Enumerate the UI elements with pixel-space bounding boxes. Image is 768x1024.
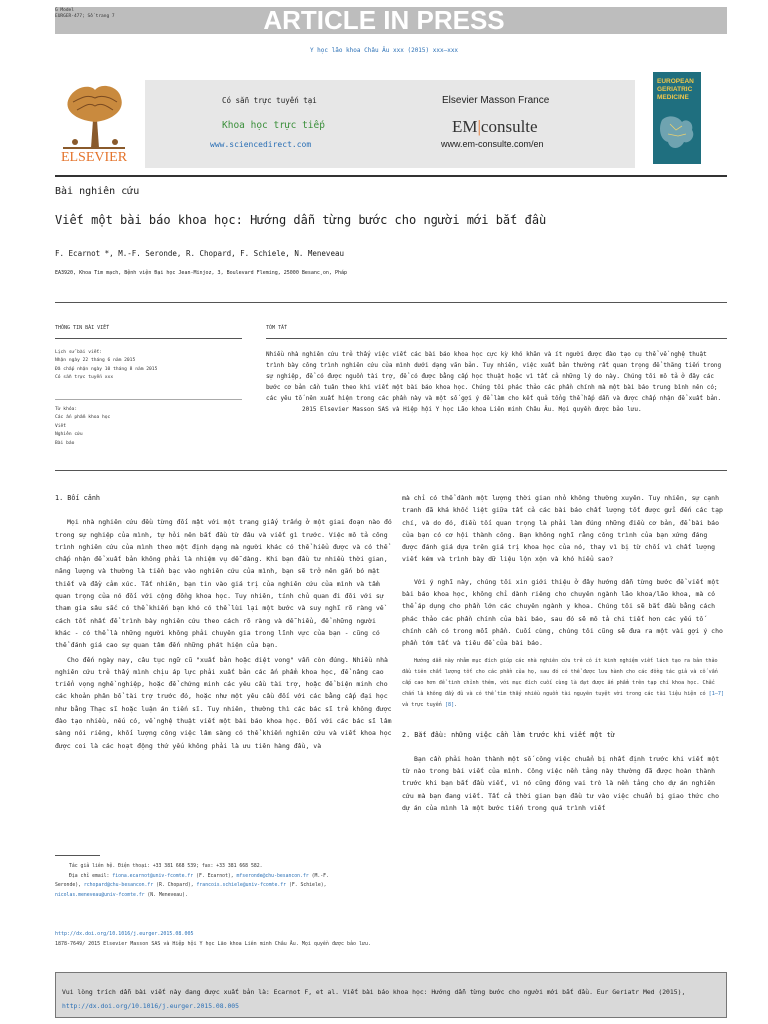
email-label: Địa chỉ email:: [69, 873, 113, 879]
spacer: [55, 504, 395, 516]
history-received: Nhận ngày 22 tháng 6 năm 2015: [55, 358, 136, 364]
paragraph: Mọi nhà nghiên cứu đều từng đối mặt với một trang giấy trắng ở một giai đoạn nào đó trong sự nghiệp của mình, tự hỏi nên bắt đầu từ đâu và viết gì trước. Việc mô tả công trình nghiên cứu của mình theo một định dạng mà người khác có thể hiểu được và có thể chấp nhận để xuất bản không phải là nhiệm vụ dễ dàng. Khi bạn đầu tư nhiều thời gian, năng lượng và thường là tiền bạc vào nghiên cứu của mình, bạn sẽ trở nên gắn bó mật thiết và đầy cảm xúc. Tất nhiên, bạn tin vào giá trị của nghiên cứu của mình và tầm quan trọng của nó đối với cộng đồng khoa học. Tuy nhiên, tính chủ quan đi đôi với sự tham gia sâu sắc có thể khiến bạn khó có thể lùi lại một bước và suy nghĩ rõ ràng về cách tốt nhất để trình bày nghiên cứu theo cách rõ ràng và dễ hiểu, để những người khác - có thể là những người không phải chuyên gia trong lĩnh vực của bạn - cũng có thể đánh giá cao sự quan tâm đến những phát hiện của bạn.: [55, 518, 392, 650]
europe-map-icon: [656, 110, 698, 156]
abstract-body: [266, 349, 722, 415]
article-info-divider: [55, 338, 242, 339]
email-owner: (M.-F. Seronde),: [55, 873, 329, 889]
email-link[interactable]: rchopard@chu-besancon.fr: [83, 883, 154, 889]
email-owner: (F. Schiele),: [286, 883, 327, 889]
keywords-label: Từ khóa:: [55, 407, 78, 412]
note-text: và trực tuyến: [402, 701, 445, 708]
em-logo-left: EM: [452, 117, 478, 136]
affiliation: EA3920, Khoa Tim mạch, Bệnh viện Đại học Jean-Minjoz, 3, Boulevard Fleming, 25000 Besanc¸on, Pháp: [55, 270, 347, 276]
email-link[interactable]: mfseronde@chu-besancon.fr: [236, 873, 309, 879]
sciencedirect-link[interactable]: www.sciencedirect.com: [210, 140, 312, 149]
author-list: F. Ecarnot *, M.-F. Seronde, R. Chopard, F. Schiele, N. Meneveau: [55, 249, 344, 258]
article-history: [55, 349, 245, 383]
history-online: Có sẵn trực tuyến xxx: [55, 375, 114, 381]
title-divider: [55, 302, 727, 303]
copyright-line: 1878-7649/ 2015 Elsevier Masson SAS và Hiệp hội Y học Lão khoa Liên minh Châu Âu. Mọi quyền được bảo lưu.: [55, 941, 372, 947]
email-owner: (R. Chopard),: [153, 883, 194, 889]
email-owner: (F. Ecarnot),: [193, 873, 234, 879]
footnote-rule: [55, 855, 100, 856]
keywords-block: [55, 406, 245, 448]
section-heading-getting-started: 2. Bắt đầu: những việc cần làm trước khi viết một từ: [402, 730, 615, 739]
doi-link[interactable]: http://dx.doi.org/10.1016/j.eurger.2015.08.005: [55, 931, 194, 937]
section-heading-background: 1. Bối cảnh: [55, 494, 101, 502]
sciencedirect-label: Khoa học trực tiếp: [222, 120, 325, 131]
history-label: Lịch sử bài viết:: [55, 350, 103, 355]
abstract-heading: TÓM TẮT: [266, 325, 288, 331]
paragraph: Bạn cần phải hoàn thành một số công việc chuẩn bị nhất định trước khi viết một từ nào trong bài viết của mình. Công việc nền tảng này thường đã được hoàn thành trước khi bạn bắt đầu viết, vì nó cũng đóng vai trò là nền tảng cho dự án nghiên cứu mà bạn đang viết. Tất cả thời gian bạn đầu tư vào việc chuẩn bị giao thức cho dự án của mình là một bước tiến trong quá trình viết: [402, 754, 720, 813]
email-link[interactable]: nicolas.meneveau@univ-fcomte.fr: [55, 892, 145, 898]
em-france-title: Elsevier Masson France: [442, 95, 550, 106]
em-consulte-link[interactable]: www.em-consulte.com/en: [441, 139, 544, 149]
paragraph: mà chỉ có thể dành một lượng thời gian nhỏ không thường xuyên. Tuy nhiên, sự cạnh tranh đã khá khốc liệt giữa tất cả các bài báo chất lượng tốt được gửi đến các tạp chí, và do đó, điều tối quan trọng là phải làm đúng những điều cơ bản, để bài báo của bạn có cơ hội thành công. Bạn không nghĩ rằng công trình của bạn xứng đáng được đánh giá dựa trên giá trị khoa học của nó, thay vì bị từ chối vì chất lượng viết kém và trình bày dữ liệu lộn xộn và khó hiểu sao?: [402, 494, 723, 564]
left-column: [55, 492, 395, 752]
footnote: [55, 862, 355, 900]
em-logo-right: consulte: [480, 117, 538, 136]
paragraph: Với ý nghĩ này, chúng tôi xin giới thiệu ở đây hướng dẫn từng bước để viết một bài báo khoa học, không chỉ dành riêng cho chuyên ngành lão khoa/lão khoa, mà có thể áp dụng cho phần lớn các chuyên ngành y khoa. Chúng tôi sẽ bắt đầu bằng cách phác thảo các phần chính của bài báo, sau đó sẽ mô tả chi tiết hơn các yếu tố chính cần có trong mỗi phần. Cuối cùng, chúng tôi cũng sẽ đưa ra một vài gợi ý cho phần tóm tắt và tiêu đề của bài báo.: [402, 577, 723, 648]
abstract-text: Nhiều nhà nghiên cứu trẻ thấy việc viết các bài báo khoa học cực kỳ khó khăn và ít người được đào tạo cụ thể về nghệ thuật trình bày công trình nghiên cứu của mình dưới dạng văn bản. Tuy nhiên, việc xuất bản thường rất quan trọng để thăng tiến trong sự nghiệp, để có được nguồn tài trợ, để có được bằng cấp học thuật hoặc vì tất cả những lý do này. Chúng tôi mô tả ở đây các bước cơ bản cần tuân theo khi viết một bài báo khoa học. Chúng tôi phác thảo các phần chính mà một bài báo trung bình nên có; các yêu tố nên xuất hiện trong các phần này và một số gợi ý để làm cho kết quả tổng thể hấp dẫn và được chấp nhận để xuất bản.: [266, 351, 722, 402]
article-type: Bài nghiên cứu: [55, 186, 140, 197]
press-meta-model: G Model: [55, 8, 74, 13]
journal-citation-line[interactable]: Y học lão khoa Châu Âu xxx (2015) xxx–xxx: [309, 47, 459, 54]
article-info-heading: THÔNG TIN BÀI VIẾT: [55, 325, 110, 331]
abstract-bottom-divider: [55, 470, 727, 471]
em-consulte-logo: [452, 117, 538, 137]
note-text: Hướng dẫn này nhằm mục đích giúp các nhà nghiên cứu trẻ có ít kinh nghiệm viết lách tạo ra bản thảo đầu tiên chất lượng tốt cho các phần của họ, sau đó có thể được lưu hành cho các đồng tác giả và cố vấn cấp cao hơn để tinh chỉnh thêm, với mục đích cuối cùng là đạt được ấn phẩm trên tạp chí khoa học. Chắc chắn là không đầy đủ và có thể tìm thấy nhiều nguồn tài nguyên tuyệt vời trong các tài liệu hiện có: [402, 657, 718, 697]
article-in-press-title: ARTICLE IN PRESS: [263, 5, 505, 35]
reference-link[interactable]: [1–7]: [708, 690, 725, 697]
press-meta-pages: EURGER-477; Số trang 7: [55, 14, 115, 19]
email-owner: (N. Meneveau).: [144, 892, 188, 898]
note-text: .: [454, 701, 458, 708]
keywords-divider: [55, 399, 242, 400]
keyword-item: Viết: [55, 423, 67, 429]
citation-body: Vui lòng trích dẫn bài viết này đang được xuất bản là: Ecarnot F, et al. Viết bài báo khoa học: Hướng dẫn từng bước cho người mới bắt đầu. Eur Geriatr Med (2015),: [62, 988, 686, 996]
right-column: [402, 492, 724, 814]
reference-link[interactable]: [8]: [444, 701, 455, 708]
email-link[interactable]: fiona.ecarnot@univ-fcomte.fr: [112, 873, 194, 879]
available-online-text: Có sẵn trực tuyến tại: [222, 96, 317, 105]
keyword-item: Nghiên cứu: [55, 432, 83, 438]
publisher-banner: [145, 80, 635, 168]
keyword-item: Các ấn phẩm khoa học: [55, 415, 111, 421]
journal-cover-title: EUROPEAN GERIATRIC MEDICINE: [657, 78, 694, 101]
email-link[interactable]: francois.schiele@univ-fcomte.fr: [196, 883, 287, 889]
history-accepted: Đã chấp nhận ngày 10 tháng 8 năm 2015: [55, 366, 158, 372]
header-rule: [55, 175, 727, 177]
footnote-contact: Tác giả liên hệ. Điện thoại: +33 381 668 539; fax: +33 381 668 582.: [69, 864, 263, 869]
article-title: Viết một bài báo khoa học: Hướng dẫn từng bước cho người mới bắt đầu: [55, 213, 547, 227]
keyword-item: Bài báo: [55, 440, 75, 446]
spacer: [402, 711, 724, 729]
elsevier-wordmark: ELSEVIER: [60, 150, 128, 165]
em-logo-divider: |: [477, 117, 481, 136]
abstract-divider: [266, 338, 727, 339]
abstract-copyright: 2015 Elsevier Masson SAS và Hiệp hội Y học Lão khoa Liên minh Châu Âu. Mọi quyền được bảo lưu.: [302, 406, 642, 413]
note-paragraph: [402, 656, 724, 711]
citation-text: [62, 985, 722, 1013]
citation-doi-link[interactable]: http://dx.doi.org/10.1016/j.eurger.2015.08.005: [62, 1002, 239, 1010]
spacer: [402, 741, 724, 753]
paragraph: Cho đến ngày nay, câu tục ngữ cũ "xuất bản hoặc diệt vong" vẫn còn đúng. Nhiều nhà nghiên cứu trẻ thấy mình chịu áp lực phải xuất bản các ấn phẩm khoa học, để nâng cao triển vọng nghề nghiệp, hoặc để chứng minh các yêu cầu tài trợ, hoặc để biện minh cho các khoản phân bổ tài trợ trước đó, hoặc như một yêu cầu đối với các bằng cấp đại học như bằng Thạc sĩ hoặc luận án tiến sĩ. Tuy nhiên, thường thì các bác sĩ trẻ không được đào tạo nhiều, nếu có, về nghệ thuật viết một bài báo khoa học. Đối với các bác sĩ lâm sàng nói riêng, khối lượng công việc lâm sàng có thể khiến nghiên cứu và viết khoa học được coi là các hoạt động thứ yếu không phải là ưu tiên hàng đầu, và: [55, 655, 392, 750]
footnote-emails: [55, 872, 355, 901]
